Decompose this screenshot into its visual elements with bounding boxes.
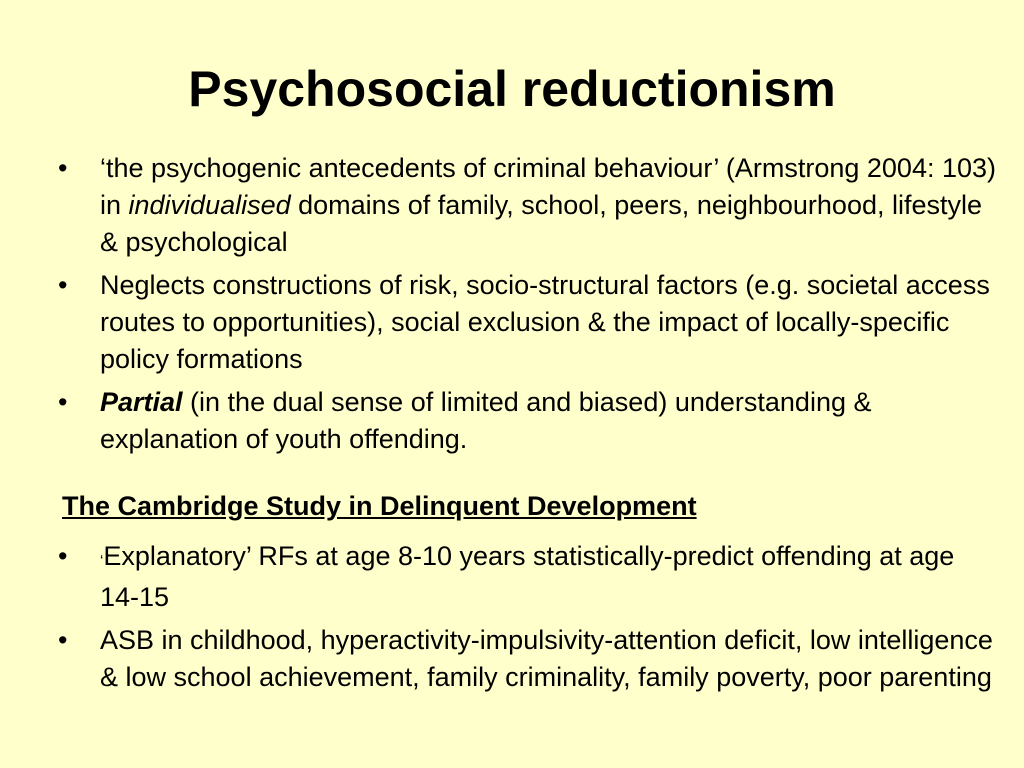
opening-quote: ‘ <box>100 552 104 569</box>
bullet-icon: • <box>58 387 68 417</box>
bullet-text-emphasis: Partial <box>100 387 183 417</box>
list-item <box>58 538 998 616</box>
section-heading: The Cambridge Study in Delinquent Development <box>62 491 697 521</box>
bullet-text: Neglects constructions of risk, socio-structural factors (e.g. societal access routes to opportunities), social exclusion & the impact of locally-specific policy formations <box>100 270 990 374</box>
bullet-icon: • <box>58 541 68 571</box>
bullet-icon: • <box>58 153 68 183</box>
bullet-text-emphasis: individualised <box>128 190 291 220</box>
slide-title: Psychosocial reductionism <box>188 61 836 117</box>
list-item <box>58 622 998 696</box>
bullet-text-post: domains of family, school, peers, neighbourhood, lifestyle & psychological <box>100 190 983 257</box>
bullet-list-top <box>58 150 998 464</box>
bullet-icon: • <box>58 270 68 300</box>
bullet-list-bottom <box>58 538 998 702</box>
bullet-text: Explanatory’ RFs at age 8-10 years statistically-predict offending at age 14-15 <box>100 541 955 612</box>
bullet-text-pre: ‘the psychogenic antecedents of criminal behaviour’ (Armstrong 2004: 103) in <box>100 153 996 220</box>
list-item <box>58 267 998 378</box>
bullet-text-post: (in the dual sense of limited and biased) understanding & explanation of youth offending. <box>100 387 872 454</box>
list-item <box>58 384 998 458</box>
list-item <box>58 150 998 261</box>
bullet-text: ASB in childhood, hyperactivity-impulsivity-attention deficit, low intelligence & low school achievement, family criminality, family poverty, poor parenting <box>100 625 993 692</box>
bullet-icon: • <box>58 625 68 655</box>
